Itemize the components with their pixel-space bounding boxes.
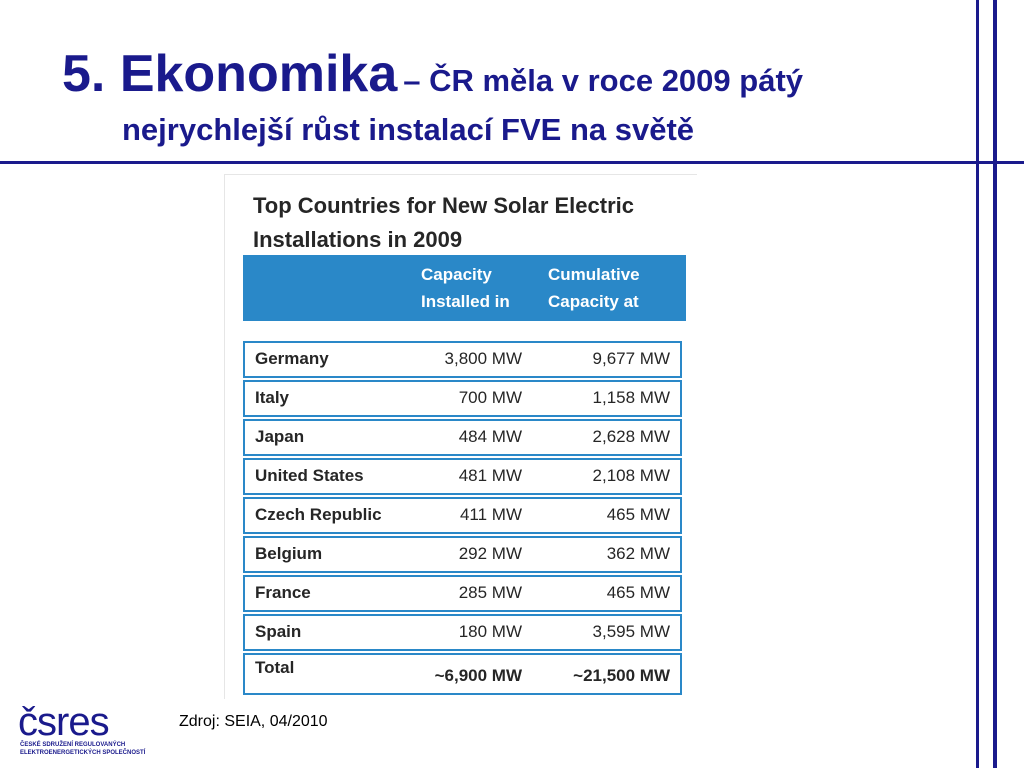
row-installed: 411 MW: [459, 505, 522, 524]
table-row: [243, 380, 682, 417]
table-row: [243, 341, 682, 378]
logo-subtitle: [20, 741, 150, 757]
slide-title-line2: nejrychlejší růst instalací FVE na světě: [122, 112, 695, 147]
table-title-line1: Top Countries for New Solar Electric: [253, 193, 634, 218]
header-capacity-installed-line1: Capacity: [421, 265, 492, 284]
table-header: [243, 255, 686, 338]
source-note: Zdroj: SEIA, 04/2010: [179, 713, 328, 730]
total-label: Total: [255, 658, 295, 677]
table-row: [243, 497, 682, 534]
table-row: [243, 458, 682, 495]
table-total-row: [243, 653, 682, 695]
row-cumulative: 465 MW: [606, 505, 670, 524]
header-capacity-installed: [421, 261, 541, 342]
row-country: Belgium: [255, 544, 323, 563]
row-installed: 700 MW: [458, 388, 522, 407]
header-cumulative-line1: Cumulative: [548, 265, 640, 284]
row-installed: 484 MW: [458, 427, 522, 446]
logo-wordmark: čsres: [18, 700, 109, 744]
table-row: [243, 614, 682, 651]
decorative-vertical-line-1: [976, 0, 979, 768]
row-installed: 285 MW: [458, 583, 522, 602]
header-capacity-installed-line3: 2009: [421, 319, 459, 338]
table-row: [243, 419, 682, 456]
decorative-vertical-line-2: [993, 0, 997, 768]
slide-title: [62, 44, 962, 104]
table-row: [243, 536, 682, 573]
row-country: Japan: [255, 427, 305, 446]
table-row: [243, 575, 682, 612]
row-country: Germany: [255, 349, 329, 368]
row-cumulative: 3,595 MW: [592, 622, 670, 641]
title-divider-line: [0, 161, 1024, 164]
slide-title-main: 5. Ekonomika: [62, 45, 398, 103]
row-country: Spain: [255, 622, 302, 641]
row-cumulative: 9,677 MW: [592, 349, 670, 368]
header-cumulative-capacity: [548, 261, 678, 342]
solar-table-image: [224, 174, 697, 699]
row-installed: 292 MW: [458, 544, 522, 563]
table-title-line2: Installations in 2009: [253, 227, 463, 252]
header-cumulative-line2: Capacity at: [548, 292, 639, 311]
logo-subtitle-line2: ELEKTROENERGETICKÝCH SPOLEČNOSTÍ: [20, 750, 146, 756]
row-country: Czech Republic: [255, 505, 382, 524]
row-country: Italy: [255, 388, 290, 407]
total-cumulative: ~21,500 MW: [573, 666, 670, 685]
row-cumulative: 465 MW: [606, 583, 670, 602]
total-installed: ~6,900 MW: [434, 666, 522, 685]
csres-logo: [18, 700, 146, 760]
row-installed: 3,800 MW: [444, 349, 522, 368]
row-country: United States: [255, 466, 364, 485]
row-installed: 180 MW: [458, 622, 522, 641]
row-country: France: [255, 583, 311, 602]
header-capacity-installed-line2: Installed in: [421, 292, 510, 311]
slide-title-rest: – ČR měla v roce 2009 pátý: [403, 63, 804, 98]
row-cumulative: 362 MW: [606, 544, 670, 563]
row-cumulative: 2,628 MW: [592, 427, 670, 446]
table-title: [253, 189, 693, 257]
row-cumulative: 2,108 MW: [592, 466, 670, 485]
row-installed: 481 MW: [458, 466, 522, 485]
logo-subtitle-line1: ČESKÉ SDRUŽENÍ REGULOVANÝCH: [20, 742, 126, 748]
header-cumulative-line3: End of 2009: [548, 319, 644, 338]
row-cumulative: 1,158 MW: [592, 388, 670, 407]
